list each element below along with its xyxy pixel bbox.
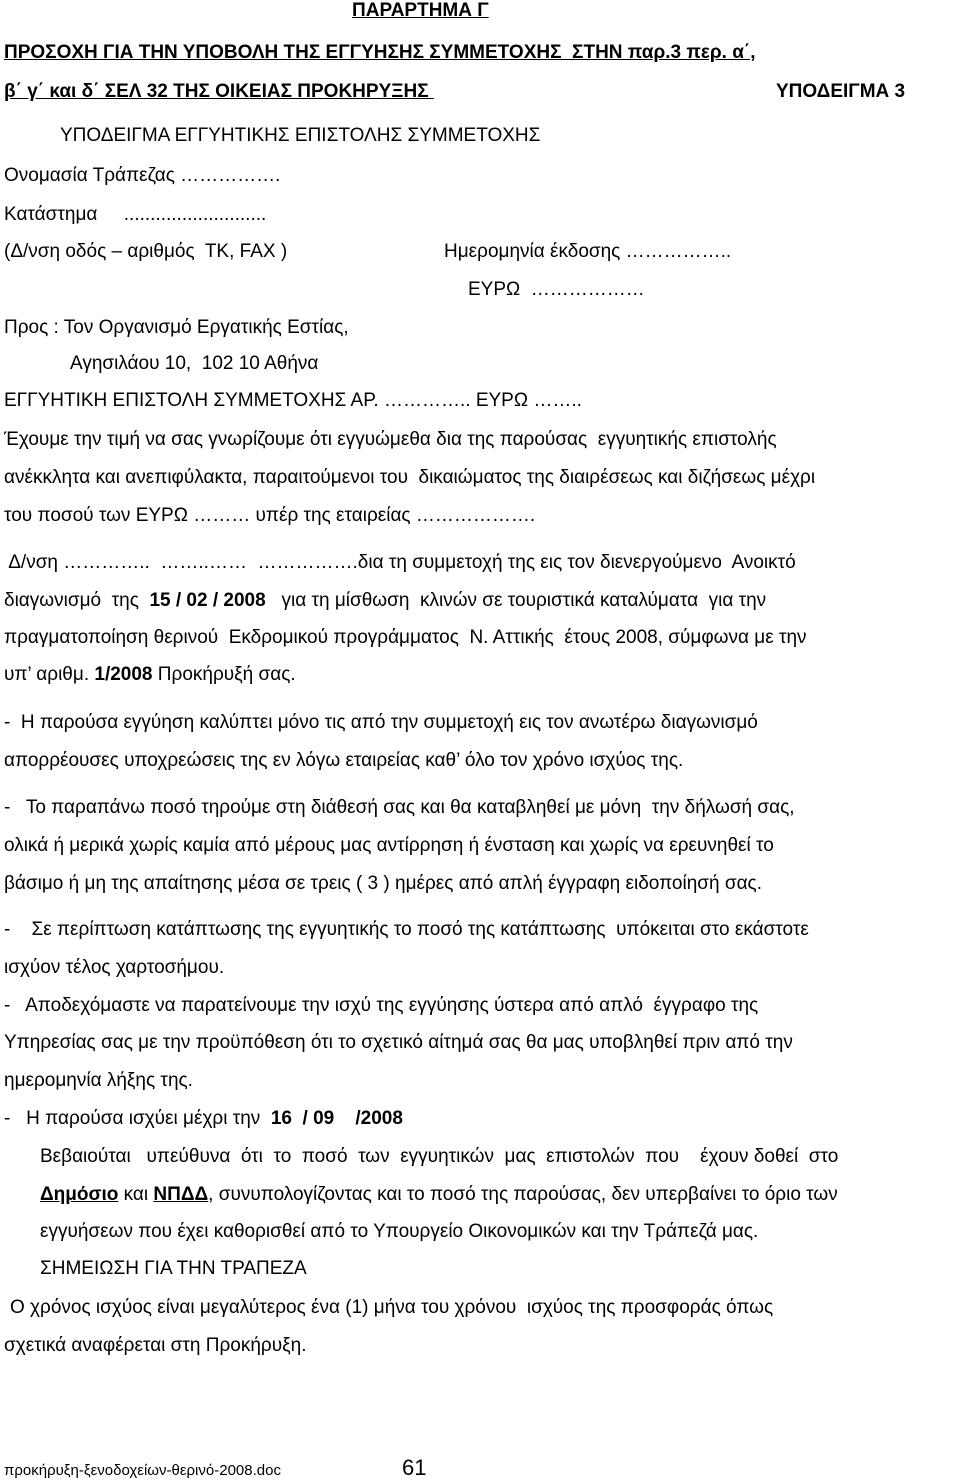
bank-name-field: Ονομασία Τράπεζας ……………. xyxy=(4,165,281,186)
sample-title: ΥΠΟΔΕΙΓΜΑ ΕΓΓΥΗΤΙΚΗΣ ΕΠΙΣΤΟΛΗΣ ΣΥΜΜΕΤΟΧΗΣ xyxy=(60,125,541,146)
body-paragraph-1-line-2: ανέκκλητα και ανεπιφύλακτα, παραιτούμενοι του δικαιώματος της διαιρέσεως και διζήσεως μέχρι xyxy=(4,467,816,488)
note-heading: ΣΗΜΕΙΩΣΗ ΓΙΑ ΤΗΝ ΤΡΑΠΕΖΑ xyxy=(40,1258,307,1279)
body-paragraph-7-line-1 xyxy=(4,1108,403,1130)
body-paragraph-3-line-2: απορρέουσες υποχρεώσεις της εν λόγω εταιρείας καθ’ όλο τον χρόνο ισχύος της. xyxy=(4,750,684,771)
body-paragraph-2-line-1: Δ/νση ………….. ……..…… …………….δια τη συμμετοχή της εις τον διενεργούμενο Ανοικτό xyxy=(4,552,796,573)
p2-text-b: για τη μίσθωση κλινών σε τουριστικά καταλύματα για την xyxy=(265,590,767,611)
page-number: 61 xyxy=(402,1455,427,1480)
body-paragraph-6-line-1: - Αποδεχόμαστε να παρατείνουμε την ισχύ της εγγύησης ύστερα από απλό έγγραφο της xyxy=(4,995,759,1016)
tender-date: 15 / 02 / 2008 xyxy=(149,590,266,611)
heading-line-2 xyxy=(4,81,434,103)
body-paragraph-8-line-3: εγγυήσεων που έχει καθορισθεί από το Υπουργείο Οικονομικών και την Τράπεζά μας. xyxy=(40,1221,759,1242)
p8-connector: και xyxy=(118,1184,154,1205)
recipient-line-1: Προς : Τον Οργανισμό Εργατικής Εστίας, xyxy=(4,317,349,338)
p2-text-a: διαγωνισμό της xyxy=(4,590,150,611)
sample-number: ΥΠΟΔΕΙΓΜΑ 3 xyxy=(776,81,906,102)
proclamation-reference: 1/2008 xyxy=(94,664,153,685)
validity-text: - Η παρούσα ισχύει μέχρι την xyxy=(4,1108,271,1129)
branch-field: Κατάστημα ........................... xyxy=(4,204,267,225)
address-field: (Δ/νση οδός – αριθμός ΤΚ, FAX ) xyxy=(4,241,288,262)
p8-text-rest: , συνυπολογίζοντας και το ποσό της παρούσας, δεν υπερβαίνει το όριο των xyxy=(208,1184,838,1205)
body-paragraph-4-line-1: - Το παραπάνω ποσό τηρούμε στη διάθεσή σας και θα καταβληθεί με μόνη την δήλωσή σας, xyxy=(4,797,795,818)
body-paragraph-1-line-3: του ποσού των ΕΥΡΩ ……… υπέρ της εταιρείας ………………. xyxy=(4,505,536,526)
body-paragraph-4-line-2: ολικά ή μερικά χωρίς καμία από μέρους μας αντίρρηση ή ένσταση και χωρίς να ερευνηθεί το xyxy=(4,835,774,856)
footer-filename: προκήρυξη-ξενοδοχείων-θερινό-2008.doc xyxy=(4,1462,281,1479)
body-paragraph-2-line-4 xyxy=(4,664,296,686)
heading-line-2-text: β΄ γ΄ και δ΄ ΣΕΛ 32 ΤΗΣ ΟΙΚΕΙΑΣ ΠΡΟΚΗΡΥΞΗΣ xyxy=(4,81,434,102)
public-sector-term: Δημόσιο xyxy=(40,1184,119,1205)
body-paragraph-4-line-3: βάσιμο ή μη της απαίτησης μέσα σε τρεις ( 3 ) ημέρες από απλή έγγραφη ειδοποίησή σας. xyxy=(4,873,762,894)
body-paragraph-5-line-2: ισχύον τέλος χαρτοσήμου. xyxy=(4,957,225,978)
npdd-term: ΝΠΔΔ xyxy=(153,1184,209,1205)
body-paragraph-1-line-1: Έχουμε την τιμή να σας γνωρίζουμε ότι εγγυώμεθα δια της παρούσας εγγυητικής επιστολής xyxy=(4,429,777,450)
recipient-line-2: Αγησιλάου 10, 102 10 Αθήνα xyxy=(70,353,319,374)
body-paragraph-6-line-3: ημερομηνία λήξης της. xyxy=(4,1070,193,1091)
amount-field: ΕΥΡΩ ……………… xyxy=(468,279,645,300)
body-paragraph-5-line-1: - Σε περίπτωση κατάπτωσης της εγγυητικής το ποσό της κατάπτωσης υπόκειται στο εκάστοτε xyxy=(4,919,809,940)
note-line-2: σχετικά αναφέρεται στη Προκήρυξη. xyxy=(4,1335,307,1356)
body-paragraph-8-line-1: Βεβαιούται υπεύθυνα ότι το ποσό των εγγυητικών μας επιστολών που έχουν δοθεί στο xyxy=(40,1146,839,1167)
p2-text-d: Προκήρυξή σας. xyxy=(152,664,296,685)
validity-date: 16 / 09 /2008 xyxy=(270,1108,403,1129)
body-paragraph-2-line-2 xyxy=(4,590,766,612)
issue-date-field: Ημερομηνία έκδοσης …………….. xyxy=(444,241,732,262)
body-paragraph-8-line-2 xyxy=(40,1184,838,1206)
heading-line-1: ΠΡΟΣΟΧΗ ΓΙΑ ΤΗΝ ΥΠΟΒΟΛΗ ΤΗΣ ΕΓΓΥΗΣΗΣ ΣΥΜΜΕΤΟΧΗΣ ΣΤΗΝ παρ.3 περ. α΄, xyxy=(4,42,756,63)
letter-number-line: ΕΓΓΥΗΤΙΚΗ ΕΠΙΣΤΟΛΗ ΣΥΜΜΕΤΟΧΗΣ ΑΡ. ………….. ΕΥΡΩ …….. xyxy=(4,390,582,411)
p2-text-c: υπ’ αριθμ. xyxy=(4,664,95,685)
note-line-1: Ο χρόνος ισχύος είναι μεγαλύτερος ένα (1) μήνα του χρόνου ισχύος της προσφοράς όπως xyxy=(10,1297,774,1318)
body-paragraph-3-line-1: - Η παρούσα εγγύηση καλύπτει μόνο τις από την συμμετοχή εις τον ανωτέρω διαγωνισμό xyxy=(4,712,758,733)
body-paragraph-6-line-2: Υπηρεσίας σας με την προϋπόθεση ότι το σχετικό αίτημά σας θα μας υποβληθεί πριν από την xyxy=(4,1032,793,1053)
body-paragraph-2-line-3: πραγματοποίηση θερινού Εκδρομικού προγράμματος Ν. Αττικής έτους 2008, σύμφωνα με την xyxy=(4,627,807,648)
appendix-title: ΠΑΡΑΡΤΗΜΑ Γ xyxy=(352,0,489,21)
